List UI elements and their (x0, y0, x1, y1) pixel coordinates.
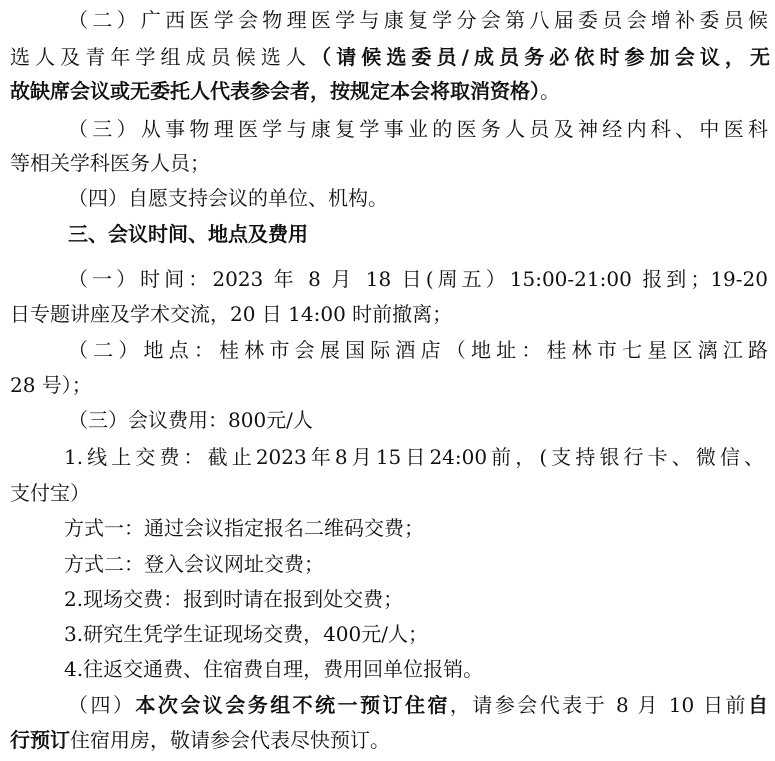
paragraph-candidates-line3 (10, 74, 770, 108)
paragraph-supporters (68, 181, 768, 215)
time-line1 (68, 262, 768, 296)
text: 4.往返交通费、住宿费自理，费用回单位报销。 (64, 657, 484, 681)
text: （二）广西医学会物理医学与康复学分会第八届委员会增补委员候 (68, 8, 768, 32)
place-line1 (68, 333, 768, 367)
paragraph-staff-line1 (68, 112, 768, 146)
bold-notice: （请候选委员/成员务必依时参加会议，无 (311, 45, 770, 69)
fee-title (68, 403, 768, 437)
paragraph-staff-line2 (10, 146, 770, 180)
text: 等相关学科医务人员； (10, 151, 210, 175)
bold-notice: 行预订 (10, 728, 70, 752)
place-line2 (10, 368, 770, 402)
text: 1.线上交费：截止2023年8月15日24:00前，(支持银行卡、微信、 (64, 445, 764, 469)
bold-notice: 本次会议会务组不统一预订住宿 (135, 693, 450, 717)
time-line2 (10, 297, 770, 331)
text: 方式一：通过会议指定报名二维码交费； (64, 516, 424, 540)
fee-travel (64, 652, 764, 686)
lodging-line1 (68, 688, 768, 722)
text: 支付宝） (10, 481, 90, 505)
heading-text: 三、会议时间、地点及费用 (68, 222, 308, 246)
fee-online-line2 (10, 476, 770, 510)
text: 2.现场交费：报到时请在报到处交费； (64, 587, 404, 611)
text: （四）自愿支持会议的单位、机构。 (68, 186, 388, 210)
text: （一）时间：2023 年 8 月 18 日(周五）15:00-21:00 报到；19-20 (68, 267, 768, 291)
bold-notice: 自 (748, 693, 769, 717)
fee-onsite (64, 582, 764, 616)
text: ，请参会代表于 8 月 10 日前 (449, 693, 749, 717)
fee-way1 (64, 511, 764, 545)
fee-online-line1 (64, 440, 764, 474)
paragraph-candidates-line1 (68, 3, 768, 37)
lodging-line2 (10, 723, 770, 757)
text: （二）地点：桂林市会展国际酒店（地址：桂林市七星区漓江路 (68, 338, 768, 362)
text: （四） (68, 693, 136, 717)
text: 28 号）； (10, 373, 92, 397)
fee-way2 (64, 547, 764, 581)
fee-student (64, 617, 764, 651)
section-heading-3 (68, 217, 768, 251)
text: 。 (540, 79, 560, 103)
bold-notice: 故缺席会议或无委托人代表参会者，按规定本会将取消资格） (10, 79, 540, 103)
text: 3.研究生凭学生证现场交费，400元/人； (64, 622, 428, 646)
text: 住宿用房，敬请参会代表尽快预订。 (70, 728, 390, 752)
text: 日专题讲座及学术交流，20 日 14:00 时前撤离； (10, 302, 453, 326)
text: （三）从事物理医学与康复学事业的医务人员及神经内科、中医科 (68, 117, 768, 141)
text: 选人及青年学组成员候选人 (10, 45, 312, 69)
text: 方式二：登入会议网址交费； (64, 552, 324, 576)
text: （三）会议费用：800元/人 (68, 408, 313, 432)
paragraph-candidates-line2 (10, 40, 770, 74)
